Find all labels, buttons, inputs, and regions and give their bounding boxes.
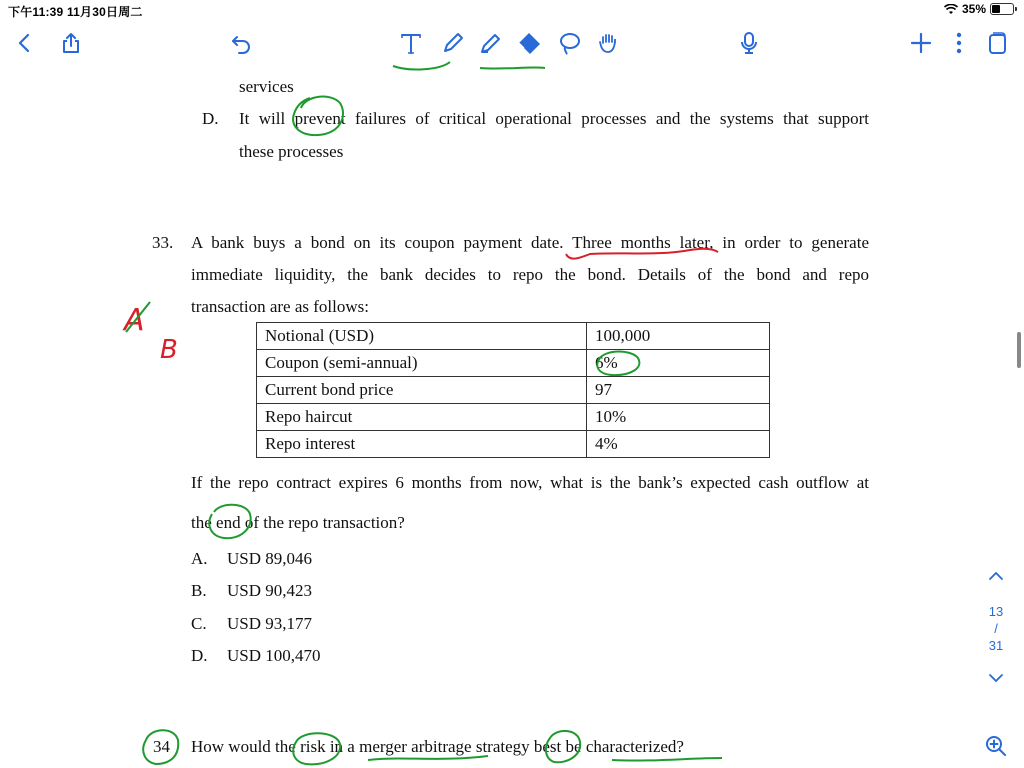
option-b-text: USD 90,423 <box>227 581 313 600</box>
back-icon[interactable] <box>10 28 40 58</box>
highlighter-icon[interactable] <box>476 28 506 58</box>
option-d-text: USD 100,470 <box>227 646 321 665</box>
option-a-text: USD 89,046 <box>227 549 313 568</box>
table-cell-label: Repo interest <box>257 431 587 458</box>
page-up-button[interactable] <box>982 570 1010 585</box>
battery-icon <box>990 3 1014 15</box>
hand-tool-icon[interactable] <box>594 28 624 58</box>
option-c-letter: C. <box>191 614 207 633</box>
pages-icon[interactable] <box>982 28 1012 58</box>
q33-line2: immediate liquidity, the bank decides to repo the bond. Details of the bond and repo <box>191 265 869 284</box>
q33-question-line1: If the repo contract expires 6 months from now, what is the bank’s expected cash outflow at <box>191 473 869 492</box>
prev-option-d-letter: D. <box>202 109 219 128</box>
table-cell-label: Repo haircut <box>257 404 587 431</box>
status-right <box>944 2 1014 16</box>
table-row <box>257 377 770 404</box>
toolbar <box>0 20 1024 64</box>
prev-option-d-line2: these processes <box>239 142 344 161</box>
eraser-icon[interactable] <box>514 28 544 58</box>
table-cell-label: Notional (USD) <box>257 323 587 350</box>
table-cell-value: 97 <box>587 377 770 404</box>
table-cell-label: Coupon (semi-annual) <box>257 350 587 377</box>
q34-number: 34 <box>153 737 170 756</box>
option-c-text: USD 93,177 <box>227 614 313 633</box>
handwritten-a: A <box>124 303 145 338</box>
option-d-letter: D. <box>191 646 208 665</box>
zoom-in-icon[interactable] <box>982 734 1010 761</box>
pen-icon[interactable] <box>438 28 468 58</box>
q33-number: 33. <box>152 233 174 252</box>
page-down-button[interactable] <box>982 672 1010 687</box>
q34-text: How would the risk in a merger arbitrage strategy best be characterized? <box>191 737 684 756</box>
table-cell-value: 6% <box>587 350 770 377</box>
lasso-icon[interactable] <box>554 28 584 58</box>
table-row <box>257 350 770 377</box>
page-separator: / <box>994 621 998 636</box>
option-b-letter: B. <box>191 581 207 600</box>
handwritten-b: B <box>160 335 178 365</box>
table-cell-value: 4% <box>587 431 770 458</box>
table-row <box>257 431 770 458</box>
page-current: 13 <box>988 604 1004 619</box>
bond-repo-table <box>256 322 770 458</box>
q33-line3: transaction are as follows: <box>191 297 369 316</box>
table-row <box>257 323 770 350</box>
add-icon[interactable] <box>906 28 936 58</box>
option-a-letter: A. <box>191 549 208 568</box>
microphone-icon[interactable] <box>734 28 764 58</box>
share-icon[interactable] <box>56 28 86 58</box>
q33-question-line2: the end of the repo transaction? <box>191 513 405 532</box>
undo-icon[interactable] <box>226 28 256 58</box>
text-tool-icon[interactable] <box>396 28 426 58</box>
battery-percent: 35% <box>961 2 986 16</box>
status-time: 下午11:39 11月30日周二 <box>8 5 143 19</box>
prev-option-d-line1: It will prevent failures of critical operational processes and the systems that support <box>239 109 869 128</box>
q33-line1: A bank buys a bond on its coupon payment date. Three months later, in order to generate <box>191 233 869 252</box>
status-bar <box>0 0 1024 20</box>
wifi-icon <box>944 4 958 15</box>
more-icon[interactable] <box>944 28 974 58</box>
table-cell-label: Current bond price <box>257 377 587 404</box>
table-cell-value: 10% <box>587 404 770 431</box>
scrollbar[interactable] <box>1017 332 1021 368</box>
page-indicator <box>982 603 1010 654</box>
page-total: 31 <box>988 638 1004 653</box>
table-row <box>257 404 770 431</box>
table-cell-value: 100,000 <box>587 323 770 350</box>
prev-line-tail: services <box>239 77 294 96</box>
